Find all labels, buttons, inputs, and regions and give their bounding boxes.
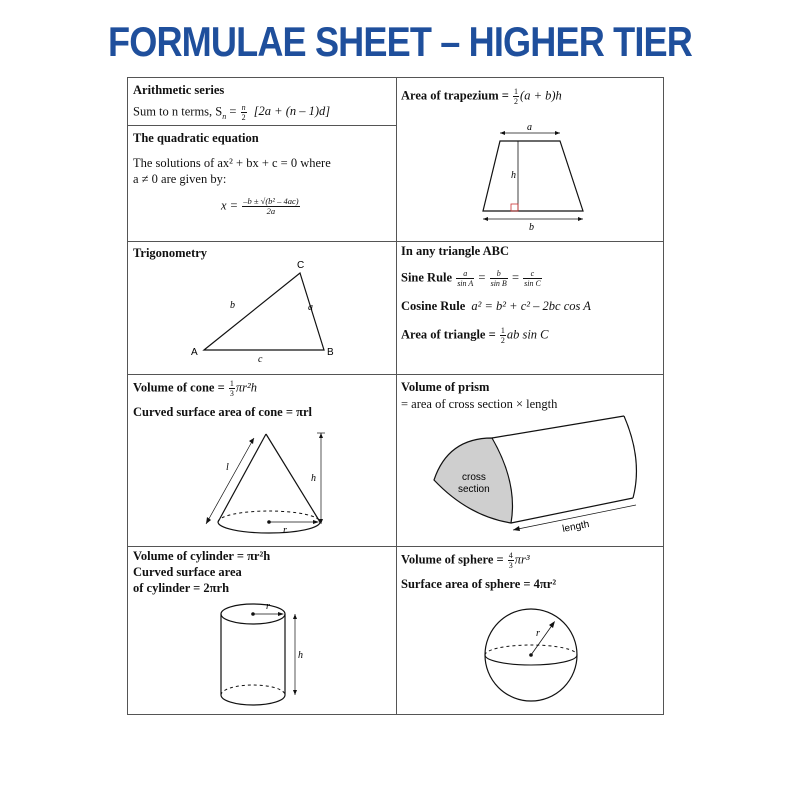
triangle-area — [401, 326, 591, 345]
cylinder-cell — [133, 548, 270, 596]
arithmetic-text: Sum to n terms, S — [133, 104, 223, 119]
sine-fraction-b — [490, 269, 508, 288]
cone-volume — [133, 379, 312, 398]
cone-label-h: h — [311, 473, 316, 484]
sphere-volume-text: Volume of sphere = — [401, 552, 504, 567]
sphere-diagram — [483, 603, 583, 708]
formulae-sheet — [127, 77, 664, 715]
arithmetic-rest: [2a + (n – 1)d] — [253, 104, 331, 119]
prism-length-label: length — [561, 518, 591, 535]
sine-rule — [401, 269, 591, 288]
cylinder-label-r: r — [266, 601, 270, 612]
arithmetic-formula: Sum to n terms, $S_n$ = $\frac{n}{2}$ [2a + (n – 1)d] — [133, 103, 331, 122]
triangle-rules-cell — [401, 243, 591, 345]
sphere-four-thirds — [508, 551, 514, 570]
vertex-b-label: B — [327, 347, 334, 358]
arithmetic-subscript: n — [222, 111, 227, 121]
cone-cell — [133, 379, 312, 420]
cylinder-diagram — [213, 598, 323, 713]
prism-cross-label: cross — [462, 472, 486, 483]
cylinder-csa-line1: Curved surface area — [133, 565, 242, 579]
fraction-numerator: 1 — [514, 87, 519, 96]
sphere-label-r: r — [536, 628, 540, 639]
sphere-surface-area: Surface area of sphere = 4πr² — [401, 577, 557, 591]
side-a-label: a — [308, 302, 313, 313]
fraction-denominator: 2 — [514, 97, 519, 106]
fraction-numerator: 1 — [500, 326, 505, 335]
column-divider — [396, 78, 397, 714]
cone-third — [229, 379, 235, 398]
prism-section-label: section — [458, 484, 490, 495]
fraction-numerator: a — [456, 269, 474, 279]
arithmetic-heading: Arithmetic series — [133, 83, 225, 97]
fraction-denominator: 2 — [241, 113, 246, 122]
trapezium-label-a: a — [527, 122, 532, 133]
triangle-heading-text: In any triangle ABC — [401, 244, 510, 258]
fraction-denominator: 2 — [500, 336, 505, 345]
row-divider — [128, 241, 663, 242]
fraction-numerator: c — [523, 269, 542, 279]
row-divider — [128, 374, 663, 375]
quadratic-line2: a ≠ 0 are given by: — [133, 172, 227, 186]
vertex-c-label: C — [297, 260, 305, 271]
side-b-label: b — [230, 300, 235, 311]
cone-volume-rest: πr²h — [235, 380, 257, 395]
fraction-denominator: sin C — [524, 279, 541, 288]
fraction-denominator: 3 — [229, 389, 234, 398]
page-title: FORMULAE SHEET – HIGHER TIER — [108, 18, 692, 65]
cone-diagram — [208, 428, 333, 543]
fraction-denominator: sin A — [457, 279, 474, 288]
trapezium-formula — [401, 87, 562, 106]
fraction-numerator: 4 — [508, 551, 513, 560]
quadratic-heading: The quadratic equation — [133, 131, 259, 145]
quadratic-formula — [221, 197, 331, 216]
trapezium-diagram — [478, 123, 593, 233]
cylinder-volume: Volume of cylinder = πr²h — [133, 549, 271, 563]
quadratic-x: x = — [221, 198, 239, 213]
triangle-area-label: Area of triangle = — [401, 327, 496, 342]
cone-volume-text: Volume of cone = — [133, 380, 225, 395]
trigonometry-heading: Trigonometry — [133, 246, 208, 260]
trapezium-rest: (a + b)h — [520, 88, 562, 103]
fraction-denominator: 3 — [508, 561, 513, 570]
sphere-cell — [401, 551, 556, 592]
quadratic-fraction — [242, 197, 299, 216]
cosine-rule-formula: a² = b² + c² – 2bc cos A — [471, 299, 591, 313]
quadratic-numerator: –b ± √(b² – 4ac) — [243, 196, 299, 206]
arithmetic-series-cell — [133, 82, 330, 125]
arithmetic-fraction — [241, 103, 247, 122]
cosine-rule-label: Cosine Rule — [401, 299, 466, 313]
trapezium-label-h: h — [511, 170, 516, 181]
trapezium-label-b: b — [529, 222, 534, 233]
cone-label-l: l — [226, 462, 229, 473]
cosine-rule — [401, 298, 591, 314]
triangle-heading — [401, 243, 591, 259]
prism-heading: Volume of prism — [401, 380, 490, 394]
sphere-volume-rest: πr³ — [514, 552, 530, 567]
fraction-numerator: b — [490, 269, 508, 279]
sphere-volume — [401, 551, 556, 570]
sine-rule-label: Sine Rule — [401, 270, 453, 285]
quadratic-denominator: 2a — [266, 206, 276, 216]
cylinder-csa-line2: of cylinder = 2πrh — [133, 581, 230, 595]
side-c-label: c — [258, 354, 263, 365]
sine-fraction-a — [456, 269, 474, 288]
prism-diagram — [428, 408, 638, 533]
fraction-numerator: n — [241, 103, 246, 112]
fraction-denominator: sin B — [490, 279, 507, 288]
cone-label-r: r — [283, 525, 287, 536]
trapezium-text: Area of trapezium = — [401, 88, 509, 103]
equals-sign: = — [478, 270, 486, 285]
vertex-a-label: A — [191, 347, 198, 358]
triangle-area-half — [500, 326, 506, 345]
fraction-numerator: 1 — [229, 379, 234, 388]
cylinder-label-h: h — [298, 650, 303, 661]
trigonometry-cell — [133, 245, 207, 261]
trigonometry-triangle — [188, 261, 338, 371]
equals-sign: = — [511, 270, 519, 285]
cone-csa: Curved surface area of cone = πrl — [133, 405, 312, 419]
quadratic-cell — [133, 130, 331, 216]
trapezium-half — [513, 87, 519, 106]
quadratic-line1: The solutions of ax² + bx + c = 0 where — [133, 156, 331, 170]
row-divider — [128, 125, 396, 126]
trapezium-cell — [401, 87, 562, 106]
row-divider — [128, 546, 663, 547]
sine-fraction-c — [523, 269, 542, 288]
triangle-area-rest: ab sin C — [506, 327, 549, 342]
prism-formula: = area of cross section × length — [401, 397, 558, 411]
